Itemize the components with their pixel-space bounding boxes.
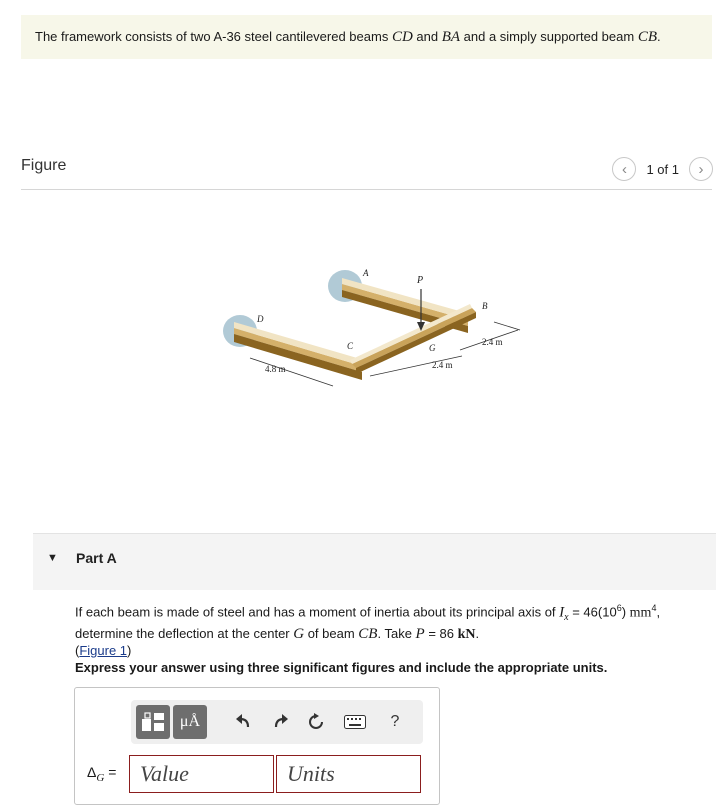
label-p: P bbox=[417, 275, 424, 286]
label-b: B bbox=[482, 301, 488, 311]
problem-statement bbox=[21, 15, 712, 59]
label-a: A bbox=[363, 268, 369, 278]
chevron-left-icon: ‹ bbox=[621, 160, 627, 178]
help-icon: ? bbox=[390, 713, 400, 730]
chevron-right-icon: › bbox=[698, 160, 704, 178]
templates-icon bbox=[141, 712, 165, 732]
label-c: C bbox=[347, 341, 354, 351]
label-g: G bbox=[429, 343, 436, 353]
keyboard-button[interactable] bbox=[342, 710, 368, 734]
question-text: If each beam is made of steel and has a moment of inertia about its principal axis of $I_x = 46(10^6)$ $mm^4$, determine the deflection at the center G of beam CB. Take P = 86 kN. (Figure 1) bbox=[75, 603, 661, 658]
undo-icon bbox=[235, 713, 253, 731]
figure-pager bbox=[612, 157, 713, 181]
value-input[interactable]: Value bbox=[129, 755, 274, 793]
part-a-header[interactable] bbox=[33, 533, 716, 590]
problem-text: The framework consists of two A-36 steel cantilevered beams CD and BA and a simply supported beam CB. bbox=[35, 28, 661, 45]
prev-figure-button[interactable] bbox=[612, 157, 636, 181]
figure-1-link[interactable]: Figure 1 bbox=[79, 642, 128, 658]
redo-icon bbox=[271, 713, 289, 731]
reset-button[interactable] bbox=[304, 710, 328, 734]
beam-cd bbox=[234, 322, 364, 380]
delta-g-label: $\Delta_G$ = bbox=[87, 764, 117, 784]
figure-title: Figure bbox=[21, 157, 67, 174]
collapse-caret-icon[interactable]: ▼ bbox=[47, 552, 58, 564]
reset-icon bbox=[307, 713, 325, 731]
answer-box bbox=[74, 687, 440, 805]
beam-framework-figure bbox=[200, 250, 530, 400]
undo-button[interactable] bbox=[232, 710, 256, 734]
math-toolbar bbox=[131, 700, 423, 744]
redo-button[interactable] bbox=[268, 710, 292, 734]
pager-text: 1 of 1 bbox=[646, 161, 679, 177]
label-dim-cd: 4.8 m bbox=[265, 364, 286, 374]
label-dim-gb: 2.4 m bbox=[482, 337, 503, 347]
units-input[interactable]: Units bbox=[276, 755, 421, 793]
templates-button[interactable] bbox=[136, 705, 170, 739]
instruction-text: Express your answer using three significant figures and include the appropriate units. bbox=[75, 660, 608, 675]
label-d: D bbox=[257, 314, 264, 324]
divider bbox=[21, 189, 712, 190]
help-button[interactable] bbox=[383, 710, 407, 734]
keyboard-icon bbox=[344, 715, 366, 729]
label-dim-cg: 2.4 m bbox=[432, 360, 453, 370]
next-figure-button[interactable] bbox=[689, 157, 713, 181]
part-a-label: Part A bbox=[76, 550, 117, 566]
units-symbol-button[interactable]: μÅ bbox=[173, 705, 207, 739]
